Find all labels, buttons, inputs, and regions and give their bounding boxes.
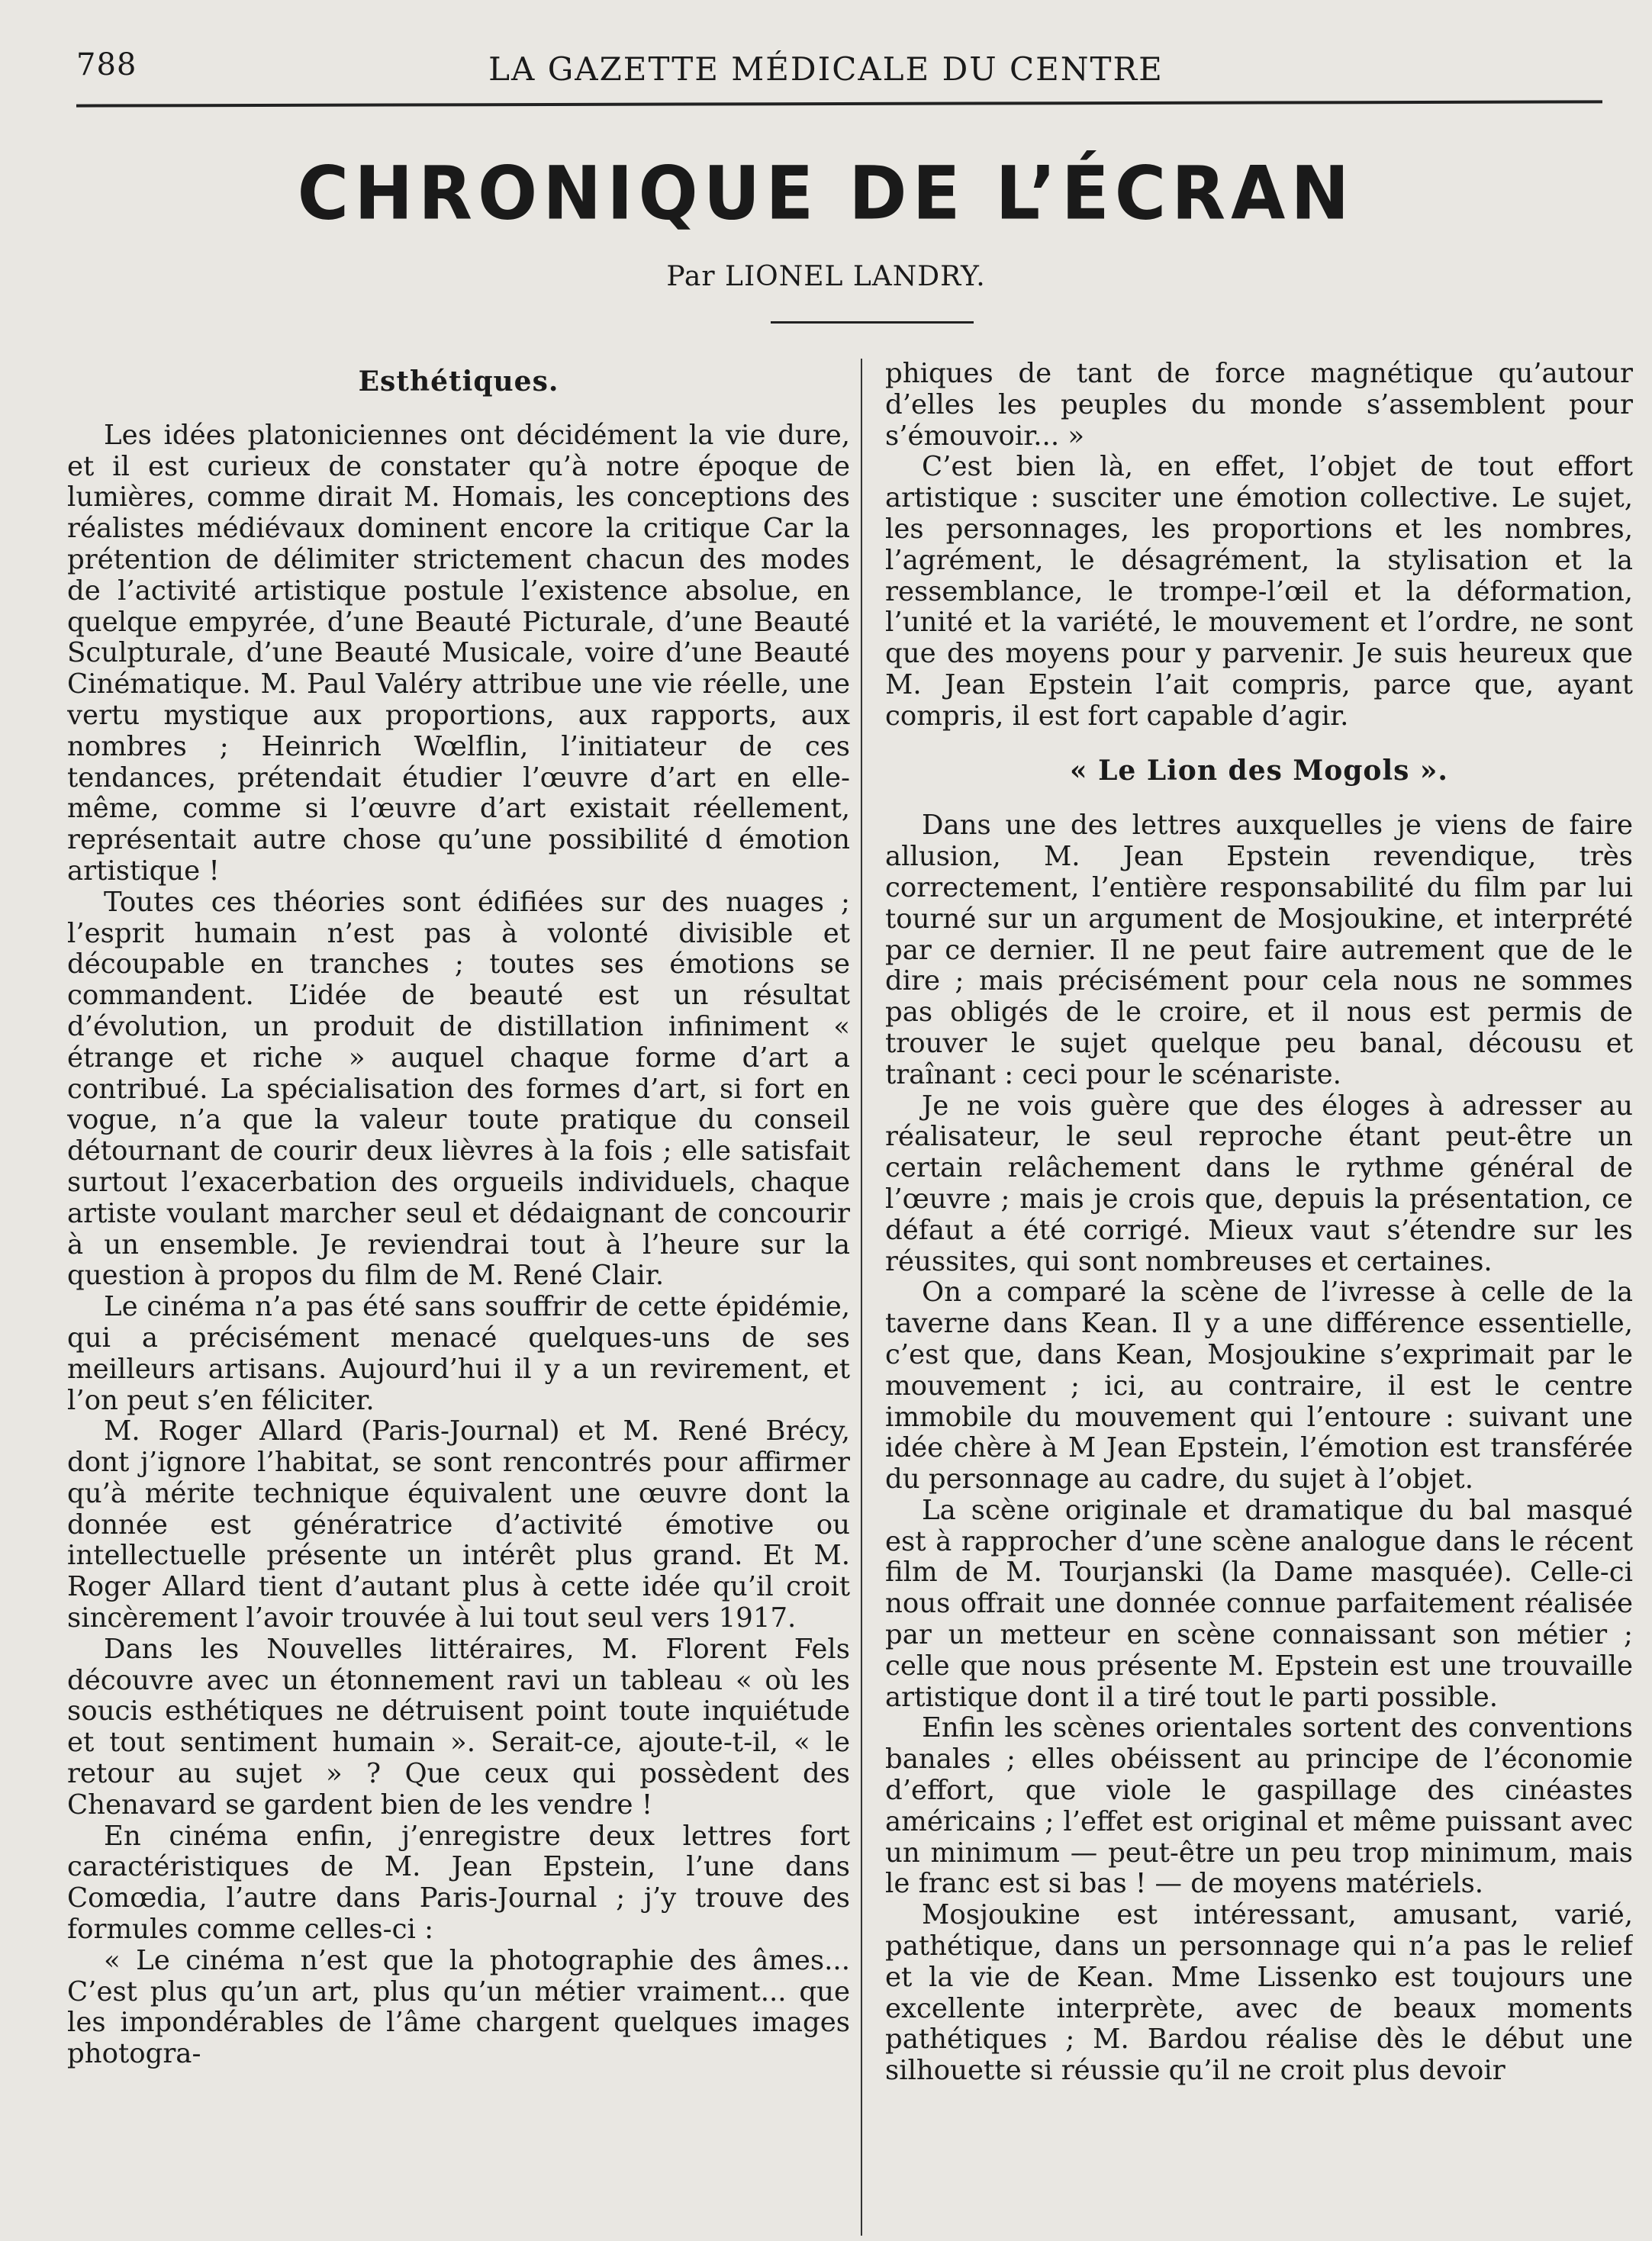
left-column [67, 359, 850, 2236]
paragraph: phiques de tant de force magnétique qu’autour d’elles les peuples du monde s’assemblent pour s’émouvoir... » [885, 359, 1633, 452]
paragraph: La scène originale et dramatique du bal masqué est à rapprocher d’une scène analogue dans le récent film de M. Tourjanski (la Dame masquée). Celle-ci nous offrait une donnée connue parfaitement réalisée par un metteur en scène connaissant son métier ; celle que nous présente M. Epstein est une trouvaille artistique dont il a tiré tout le parti possible. [885, 1494, 1633, 1713]
page-number: 788 [76, 47, 137, 82]
paragraph: C’est bien là, en effet, l’objet de tout effort artistique : susciter une émotion collective. Le sujet, les personnages, les proportions et les nombres, l’agrément, le désagrément, la stylisation et la ressemblance, le trompe-l’œil et la déformation, l’unité et la variété, le mouvement et l’ordre, ne sont que des moyens pour y parvenir. Je suis heureux que M. Jean Epstein l’ait compris, parce que, ayant compris, il est fort capable d’agir. [885, 451, 1633, 732]
title-rule [771, 321, 974, 324]
paragraph: En cinéma enfin, j’enregistre deux lettres fort caractéristiques de M. Jean Epstein, l’une dans Comœdia, l’autre dans Paris-Journal ; j’y trouve des formules comme celles-ci : [67, 1820, 850, 1946]
paragraph: Enfin les scènes orientales sortent des conventions banales ; elles obéissent au principe de l’économie d’effort, que viole le gaspillage des cinéastes américains ; l’effet est original et même puissant avec un minimum — peut-être un peu trop minimum, mais le franc est si bas ! — de moyens matériels. [885, 1712, 1633, 1900]
section-heading: Esthétiques. [358, 365, 559, 398]
paragraph: M. Roger Allard (Paris-Journal) et M. René Brécy, dont j’ignore l’habitat, se sont rencontrés pour affirmer qu’à mérite technique équivalent une œuvre dont la donnée est génératrice d’activité émotive ou intellectuelle présente un intérêt plus grand. Et M. Roger Allard tient d’autant plus à cette idée qu’il croit sincèrement l’avoir trouvée à lui tout seul vers 1917. [67, 1415, 850, 1634]
article-title: CHRONIQUE DE L’ÉCRAN [297, 150, 1355, 237]
paragraph: Mosjoukine est intéressant, amusant, varié, pathétique, dans un personnage qui n’a pas le relief et la vie de Kean. Mme Lissenko est toujours une excellente interprète, avec de beaux moments pathétiques ; M. Bardou réalise dès le début une silhouette si réussie qu’il ne croit plus devoir [885, 1899, 1633, 2087]
section-heading: « Le Lion des Mogols ». [1070, 754, 1448, 787]
paragraph: Dans les Nouvelles littéraires, M. Florent Fels découvre avec un étonnement ravi un tableau « où les soucis esthétiques ne détruisent point toute inquiétude et tout sentiment humain ». Serait-ce, ajoute-t-il, « le retour au sujet » ? Que ceux qui possèdent des Chenavard se gardent bien de les vendre ! [67, 1633, 850, 1821]
paragraph: « Le cinéma n’est que la photographie des âmes... C’est plus qu’un art, plus qu’un métier vraiment... que les impondérables de l’âme chargent quelques images photogra- [67, 1944, 850, 2070]
paragraph: Toutes ces théories sont édifiées sur des nuages ; l’esprit humain n’est pas à volonté divisible et découpable en tranches ; toutes ses émotions se commandent. L’idée de beauté est un résultat d’évolution, un produit de distillation infiniment « étrange et riche » auquel chaque forme d’art a contribué. La spécialisation des formes d’art, si fort en vogue, n’a que la valeur toute pratique du conseil détournant de courir deux lièvres à la fois ; elle satisfait surtout l’exacerbation des orgueils individuels, chaque artiste voulant marcher seul et dédaignant de concourir à un ensemble. Je reviendrai tout à l’heure sur la question à propos du film de M. René Clair. [67, 886, 850, 1292]
running-title: LA GAZETTE MÉDICALE DU CENTRE [488, 50, 1164, 88]
paragraph: Les idées platoniciennes ont décidément la vie dure, et il est curieux de constater qu’à notre époque de lumières, comme dirait M. Homais, les conceptions des réalistes médiévaux dominent encore la critique Car la prétention de délimiter strictement chacun des modes de l’activité artistique postule l’existence absolue, en quelque empyrée, d’une Beauté Picturale, d’une Beauté Sculpturale, d’une Beauté Musicale, voire d’une Beauté Cinématique. M. Paul Valéry attribue une vie réelle, une vertu mystique aux proportions, aux rapports, aux nombres ; Heinrich Wœlflin, l’initiateur de ces tendances, prétendait étudier l’œuvre d’art en elle-même, comme si l’œuvre d’art existait réellement, représentait autre chose qu’une possibilité d émotion artistique ! [67, 419, 850, 887]
right-column [885, 359, 1633, 2236]
paragraph: Le cinéma n’a pas été sans souffrir de cette épidémie, qui a précisément menacé quelques-uns de ses meilleurs artisans. Aujourd’hui il y a un revirement, et l’on peut s’en féliciter. [67, 1291, 850, 1416]
header-rule [76, 100, 1602, 107]
byline: Par LIONEL LANDRY. [666, 261, 986, 292]
paragraph: On a comparé la scène de l’ivresse à celle de la taverne dans Kean. Il y a une différence essentielle, c’est que, dans Kean, Mosjoukine s’exprimait par le mouvement ; ici, au contraire, il est le centre immobile du mouvement qui l’entoure : suivant une idée chère à M Jean Epstein, l’émotion est transférée du personnage au cadre, du sujet à l’objet. [885, 1277, 1633, 1496]
paragraph: Dans une des lettres auxquelles je viens de faire allusion, M. Jean Epstein revendique, très correctement, l’entière responsabilité du film par lui tourné sur un argument de Mosjoukine, et interprété par ce dernier. Il ne peut faire autrement que de le dire ; mais précisément pour cela nous ne sommes pas obligés de le croire, et il nous est permis de trouver le sujet quelque peu banal, décousu et traînant : ceci pour le scénariste. [885, 810, 1633, 1090]
column-divider [861, 359, 862, 2236]
paragraph: Je ne vois guère que des éloges à adresser au réalisateur, le seul reproche étant peut-être un certain relâchement dans le rythme général de l’œuvre ; mais je crois que, depuis la présentation, ce défaut a été corrigé. Mieux vaut s’étendre sur les réussites, qui sont nombreuses et certaines. [885, 1090, 1633, 1277]
